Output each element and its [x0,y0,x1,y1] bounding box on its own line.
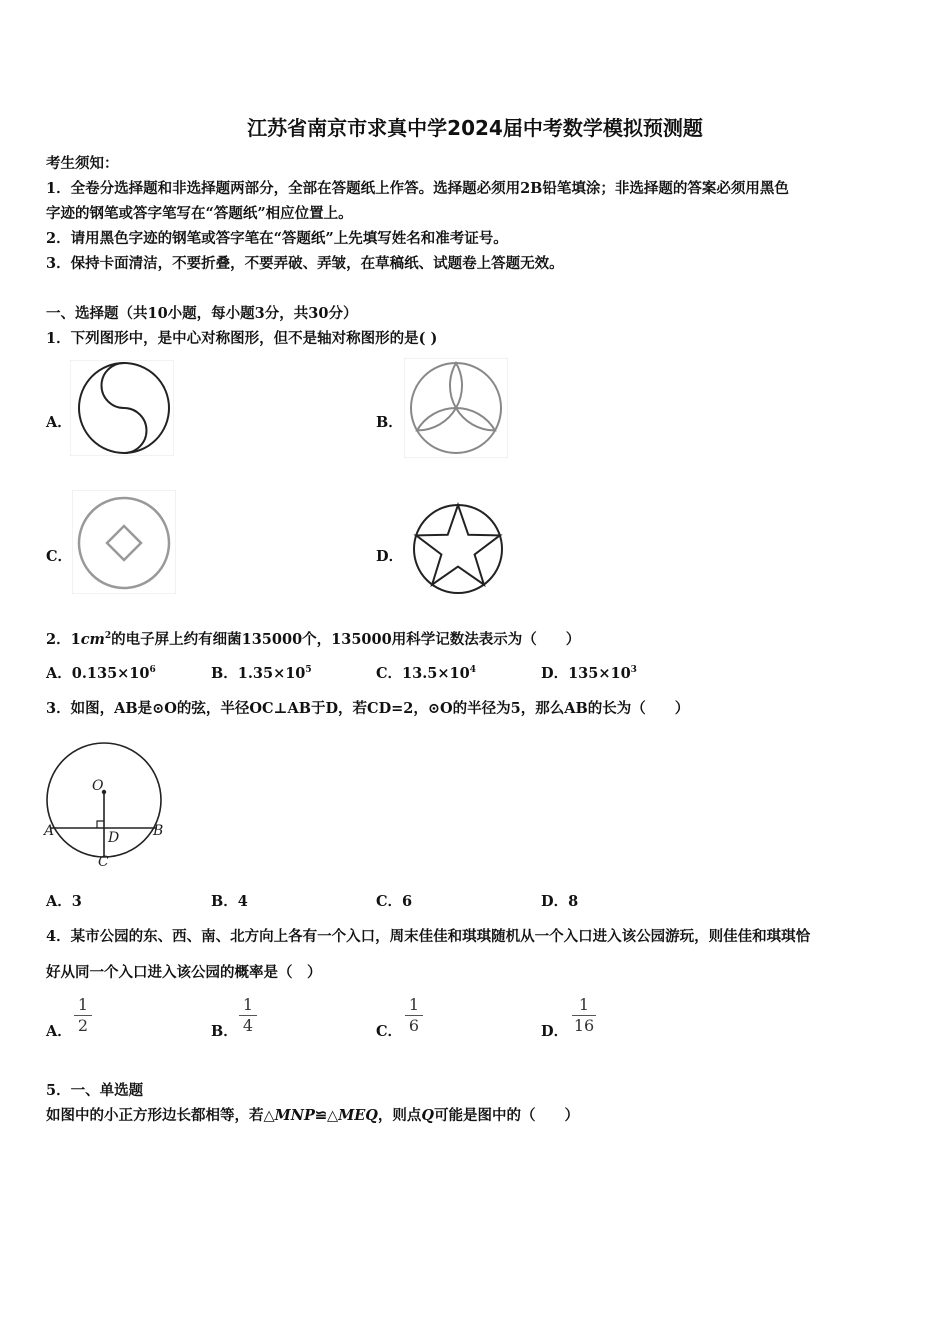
notice-line-1b: 字迹的钢笔或答字笔写在“答题纸”相应位置上。 [46,205,353,222]
q4-option-d-label: D． [541,1023,569,1040]
q4-option-c-numerator: 1 [408,995,420,1014]
three-petal-figure [404,358,508,458]
label-b: B [153,823,164,839]
section-heading: 一、选择题（共10小题，每小题3分，共30分） [46,305,358,322]
q2-option-d-exp: 3 [630,665,637,676]
q2-option-d [541,662,637,683]
coin-figure [72,490,176,594]
q2-stem-rest: 的电子屏上约有细菌135000个，135000用科学记数法表示为（ ） [111,631,581,648]
q2-unit: cm [80,631,105,648]
q5-triangle-meq: MEQ [338,1107,378,1124]
q2-option-d-text: D．135×10 [541,665,631,682]
q4-option-c-fraction [405,996,423,1035]
q2-option-c-exp: 4 [469,665,476,676]
q2-option-b-exp: 5 [305,665,312,676]
q5-stem-rest: 可能是图中的（ ） [434,1107,580,1124]
q4-option-a-numerator: 1 [77,995,89,1014]
q4-stem-line-2: 好从同一个入口进入该公园的概率是（ ） [46,964,322,981]
q1-option-d-label: D． [376,548,404,565]
q4-option-a-fraction [74,996,92,1035]
q2-option-c [376,662,476,683]
q3-option-d: D．8 [541,893,579,910]
q4-option-c-denominator: 6 [408,1016,420,1035]
q5-stem [46,1104,579,1125]
q1-stem: 1．下列图形中，是中心对称图形，但不是轴对称图形的是( ) [46,330,438,347]
q4-option-b-fraction [239,996,257,1035]
page-title: 江苏省南京市求真中学2024届中考数学模拟预测题 [247,116,703,140]
label-d: D [108,830,120,846]
q5-stem-prefix: 如图中的小正方形边长都相等，若△ [46,1107,275,1124]
label-a: A [44,823,55,839]
notice-heading: 考生须知： [46,155,119,172]
q4-option-a-label: A． [46,1023,72,1040]
star-in-circle-figure [408,502,508,596]
q2-option-c-text: C．13.5×10 [376,665,470,682]
q4-option-c-label: C． [376,1023,403,1040]
q1-option-a-label: A． [46,414,72,431]
q3-option-c: C．6 [376,893,413,910]
q4-option-b-denominator: 4 [242,1016,254,1035]
q2-stem [46,628,580,649]
q3-option-a: A．3 [46,893,82,910]
notice-line-2: 2．请用黑色字迹的钢笔或答字笔在“答题纸”上先填写姓名和准考证号。 [46,230,508,247]
notice-line-3: 3．保持卡面清洁，不要折叠，不要弄破、弄皱，在草稿纸、试题卷上答题无效。 [46,255,564,272]
q1-option-b-label: B． [376,414,403,431]
q3-stem: 3．如图，AB是⊙O的弦，半径OC⊥AB于D，若CD=2，⊙O的半径为5，那么AB的长为（ ） [46,700,690,717]
q1-option-c-label: C． [46,548,73,565]
q2-stem-prefix: 2．1 [46,631,81,648]
q2-option-a [46,662,156,683]
q2-option-a-exp: 6 [149,665,156,676]
q4-option-b-numerator: 1 [242,995,254,1014]
q2-option-b [211,662,312,683]
q5-triangle-mnp: MNP [274,1107,315,1124]
q5-point-q: Q [421,1107,435,1124]
circle-chord-figure [42,734,168,872]
q4-option-d-numerator: 1 [578,995,590,1014]
q4-stem-line-1: 4．某市公园的东、西、南、北方向上各有一个入口，周末佳佳和琪琪随机从一个入口进入该公园游玩，则佳佳和琪琪恰 [46,928,811,945]
q4-option-d-denominator: 16 [573,1016,595,1035]
q4-option-d-fraction [572,996,596,1035]
q2-unit-exponent: 2 [104,631,112,642]
notice-line-1a: 1．全卷分选择题和非选择题两部分，全部在答题纸上作答。选择题必须用2B铅笔填涂；非选择题的答案必须用黑色 [46,180,789,197]
yin-yang-figure [70,360,174,456]
q3-option-b: B．4 [211,893,248,910]
q4-option-a-denominator: 2 [77,1016,89,1035]
label-c: C [98,854,109,870]
q5-heading: 5．一、单选题 [46,1082,144,1099]
q2-option-a-text: A．0.135×10 [46,665,150,682]
q4-option-b-label: B． [211,1023,238,1040]
label-o: O [92,778,104,794]
q5-stem-mid: ，则点 [377,1107,422,1124]
q2-option-b-text: B．1.35×10 [211,665,306,682]
q5-congruent-sign: ≌△ [314,1107,339,1124]
